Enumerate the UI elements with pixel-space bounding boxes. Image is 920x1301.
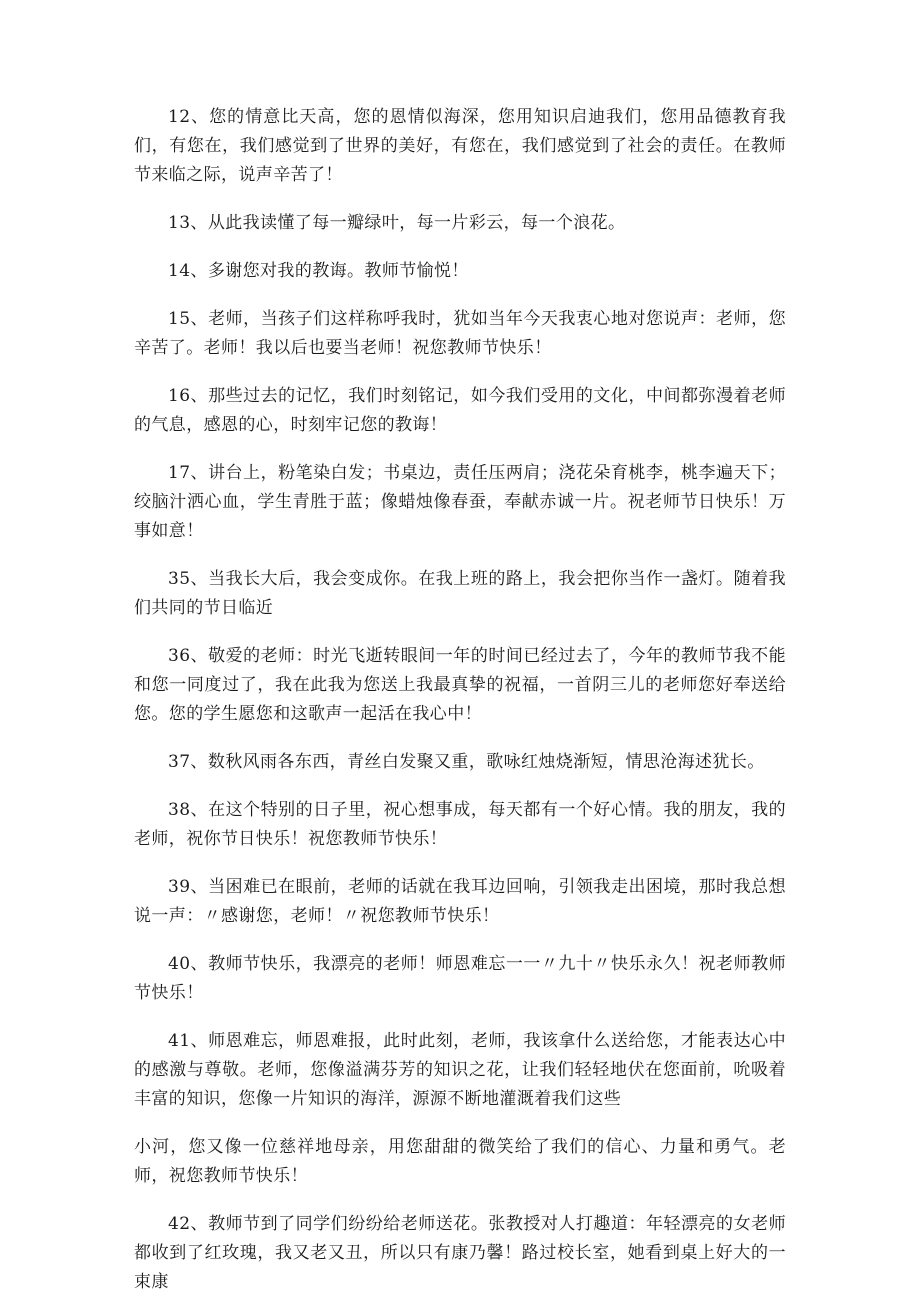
paragraph-41: 41、师恩难忘，师恩难报，此时此刻，老师，我该拿什么送给您，才能表达心中的感激与尊敬。老师，您像溢满芬芳的知识之花，让我们轻轻地伏在您面前，吮吸着丰富的知识，您像一片知识的海洋，源源不断地灌溉着我们这些 [134, 1031, 786, 1109]
paragraph-38: 38、在这个特别的日子里，祝心想事成，每天都有一个好心情。我的朋友，我的老师，祝你节日快乐！祝您教师节快乐！ [134, 800, 786, 849]
paragraph-13: 13、从此我读懂了每一瓣绿叶，每一片彩云，每一个浪花。 [168, 213, 626, 233]
document-body [134, 103, 786, 1297]
paragraph-37: 37、数秋风雨各东西，青丝白发聚又重，歌咏红烛烧渐短，情思沧海述犹长。 [168, 752, 765, 772]
paragraph-35: 35、当我长大后，我会变成你。在我上班的路上，我会把你当作一盏灯。随着我们共同的节日临近 [134, 569, 786, 618]
paragraph-16: 16、那些过去的记忆，我们时刻铭记，如今我们受用的文化，中间都弥漫着老师的气息，感恩的心，时刻牢记您的教诲！ [134, 386, 786, 435]
paragraph-39: 39、当困难已在眼前，老师的话就在我耳边回响，引领我走出困境，那时我总想说一声：〃感谢您，老师！〃祝您教师节快乐！ [134, 877, 786, 926]
paragraph-12: 12、您的情意比天高，您的恩情似海深，您用知识启迪我们，您用品德教育我们，有您在，我们感觉到了世界的美好，有您在，我们感觉到了社会的责任。在教师节来临之际，说声辛苦了！ [134, 107, 786, 185]
paragraph-42: 42、教师节到了同学们纷纷给老师送花。张教授对人打趣道：年轻漂亮的女老师都收到了红玫瑰，我又老又丑，所以只有康乃馨！路过校长室，她看到桌上好大的一束康 [134, 1214, 786, 1292]
paragraph-15: 15、老师，当孩子们这样称呼我时，犹如当年今天我衷心地对您说声：老师，您辛苦了。老师！我以后也要当老师！祝您教师节快乐！ [134, 309, 786, 358]
paragraph-40: 40、教师节快乐，我漂亮的老师！师恩难忘一一〃九十〃快乐永久！祝老师教师节快乐！ [134, 954, 786, 1003]
paragraph-14: 14、多谢您对我的教诲。教师节愉悦！ [168, 261, 469, 281]
paragraph-36: 36、敬爱的老师：时光飞逝转眼间一年的时间已经过去了，今年的教师节我不能和您一同度过了，我在此我为您送上我最真挚的祝福，一首阴三儿的老师您好奉送给您。您的学生愿您和这歌声一起活在我心中！ [134, 646, 786, 724]
paragraph-17: 17、讲台上，粉笔染白发；书桌边，责任压两肩；浇花朵育桃李，桃李遍天下；绞脑汁洒心血，学生青胜于蓝；像蜡烛像春蚕，奉献赤诚一片。祝老师节日快乐！万事如意！ [134, 463, 786, 541]
paragraph-41-continued: 小河，您又像一位慈祥地母亲，用您甜甜的微笑给了我们的信心、力量和勇气。老师，祝您教师节快乐！ [134, 1137, 786, 1186]
